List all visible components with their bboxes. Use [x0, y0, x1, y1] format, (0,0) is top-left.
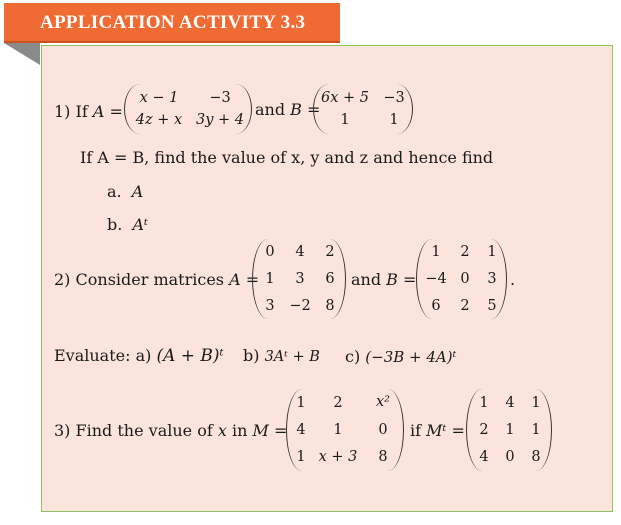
- q3-equals: =: [268, 421, 288, 440]
- matrix-cell: 3y + 4: [195, 112, 245, 128]
- matrix-cell: 2: [460, 298, 470, 314]
- q3-in: in: [226, 421, 253, 440]
- activity-banner: [4, 3, 340, 43]
- matrix-cell: x²: [376, 394, 390, 410]
- matrix-cell: 1: [296, 395, 306, 411]
- q1-matrix-a: [124, 84, 252, 134]
- q3-matrix-m: [286, 389, 404, 471]
- matrix-cell: −3: [209, 90, 231, 106]
- q2-matrix-b: [416, 239, 507, 319]
- evaluate-c-label: c): [345, 347, 366, 366]
- matrix-cell: 8: [325, 298, 335, 314]
- matrix-cell: 0: [460, 271, 470, 287]
- matrix-cell: 8: [531, 449, 541, 465]
- matrix-cell: 8: [378, 449, 388, 465]
- q1-var-a: A: [92, 102, 105, 121]
- evaluate-lead: Evaluate: a): [54, 346, 157, 365]
- matrix-cell: 1: [479, 395, 489, 411]
- q3-equals-2: =: [446, 421, 465, 440]
- q2-and-b-text: [351, 270, 416, 290]
- q3-var-m: M: [252, 421, 269, 440]
- matrix-cell: 6: [325, 271, 335, 287]
- q3-var-mt: Mᵗ: [426, 421, 447, 440]
- matrix-cell: 4: [296, 422, 306, 438]
- q1-lead: 1) If: [54, 102, 93, 121]
- matrix-cell: 1: [487, 244, 497, 260]
- q2-var-a: A: [229, 270, 241, 289]
- matrix-cell: 4: [295, 244, 305, 260]
- q3-lead-text: [54, 421, 287, 441]
- matrix-cell: 1: [340, 112, 350, 128]
- item-expr: Aᵗ: [132, 215, 148, 234]
- evaluate-line: [54, 346, 224, 366]
- q2-var-b: B: [386, 270, 398, 289]
- matrix-cell: −2: [289, 298, 311, 314]
- matrix-cell: −4: [425, 271, 447, 287]
- matrix-cell: 1: [531, 395, 541, 411]
- matrix-cell: 3: [295, 271, 305, 287]
- q2-equals: =: [240, 270, 260, 289]
- q1-equals: =: [104, 102, 123, 121]
- matrix-cell: 2: [333, 395, 343, 411]
- q1-var-b: B: [290, 100, 302, 119]
- q3-var-x: x: [217, 421, 227, 440]
- matrix-cell: 5: [487, 298, 497, 314]
- banner-fold: [4, 43, 40, 65]
- q2-and: and: [351, 270, 387, 289]
- activity-title: APPLICATION ACTIVITY 3.3: [40, 12, 306, 33]
- evaluate-a-expr: (A + B)ᵗ: [156, 346, 224, 366]
- matrix-cell: 0: [265, 244, 275, 260]
- q1-instruction: If A = B, find the value of x, y and z and hence find: [80, 148, 494, 167]
- matrix-cell: 6x + 5: [321, 90, 369, 106]
- q1-and: and: [255, 100, 291, 119]
- matrix-cell: 4: [479, 449, 489, 465]
- q1-item-a: [107, 182, 143, 202]
- matrix-cell: 1: [333, 422, 343, 438]
- matrix-cell: 1: [296, 449, 306, 465]
- matrix-cell: 1: [389, 112, 399, 128]
- matrix-cell: 4: [505, 395, 515, 411]
- item-label: a.: [107, 182, 122, 201]
- matrix-cell: x − 1: [139, 90, 179, 106]
- evaluate-b-label: b): [243, 346, 265, 365]
- matrix-cell: 3: [487, 271, 497, 287]
- matrix-cell: 1: [431, 244, 441, 260]
- q3-matrix-mt: [466, 389, 552, 471]
- matrix-cell: −3: [383, 90, 405, 106]
- q1-item-b: [107, 215, 148, 235]
- q2-matrix-a: [252, 239, 346, 319]
- matrix-cell: 0: [378, 422, 388, 438]
- q2-equals-2: =: [397, 270, 417, 289]
- matrix-cell: 4z + x: [135, 112, 183, 128]
- item-label: b.: [107, 215, 123, 234]
- evaluate-c: [345, 347, 456, 367]
- q1-matrix-b: [313, 84, 413, 134]
- q3-lead: 3) Find the value of: [54, 421, 218, 440]
- matrix-cell: 1: [505, 422, 515, 438]
- matrix-cell: 3: [265, 298, 275, 314]
- q2-period: .: [510, 270, 516, 289]
- evaluate-b-expr: 3Aᵗ + B: [264, 349, 320, 365]
- matrix-cell: 2: [325, 244, 335, 260]
- matrix-cell: 1: [531, 422, 541, 438]
- q1-equals-2: =: [301, 100, 321, 119]
- q2-lead: 2) Consider matrices: [54, 270, 230, 289]
- matrix-cell: 1: [265, 271, 275, 287]
- q3-if: if: [410, 421, 427, 440]
- matrix-cell: 2: [479, 422, 489, 438]
- q1-lead-text: [54, 102, 123, 122]
- matrix-cell: 0: [505, 449, 515, 465]
- q1-and-b-text: [255, 100, 320, 120]
- matrix-cell: x + 3: [318, 449, 358, 465]
- evaluate-c-expr: (−3B + 4A)ᵗ: [365, 348, 457, 366]
- matrix-cell: 2: [460, 244, 470, 260]
- q2-lead-text: [54, 270, 259, 290]
- evaluate-b: [243, 346, 320, 367]
- q3-if-mt-text: [410, 421, 465, 441]
- item-expr: A: [131, 182, 144, 201]
- matrix-cell: 6: [431, 298, 441, 314]
